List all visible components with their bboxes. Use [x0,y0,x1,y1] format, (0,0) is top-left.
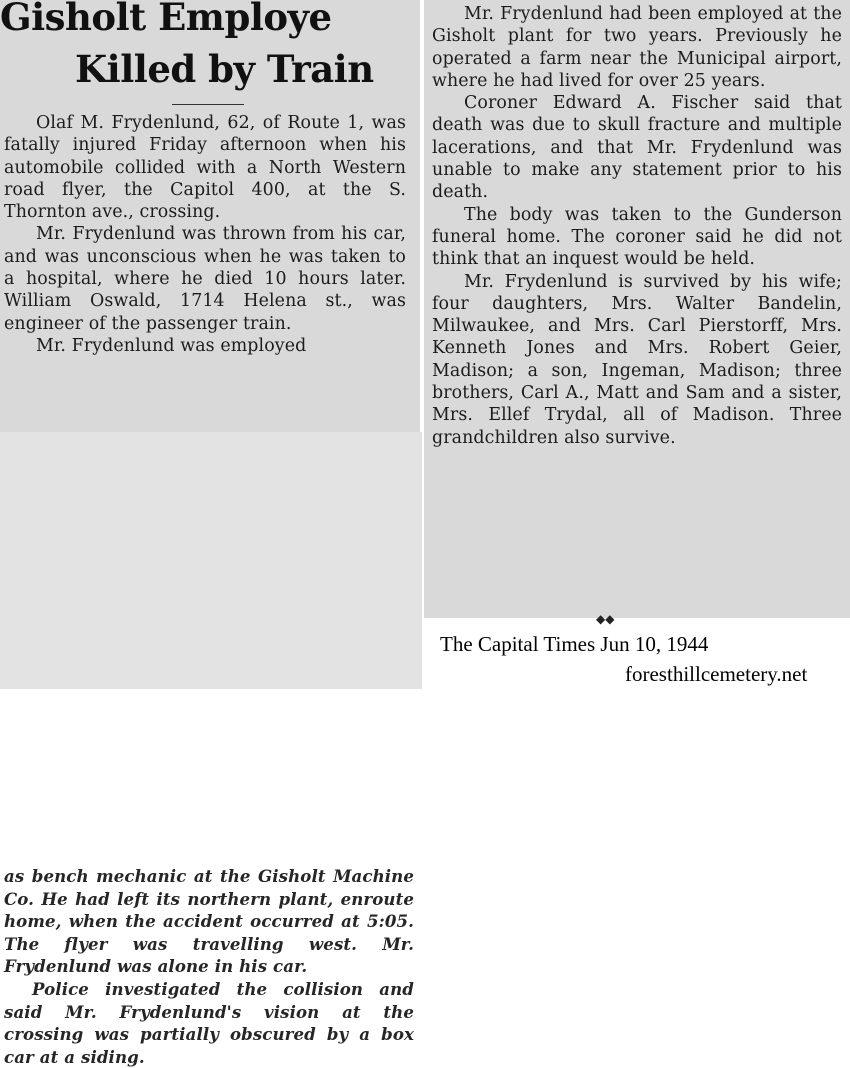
article-paragraph: Police investigated the collision and said Mr. Frydenlund's vision at the crossing was partially obscured by a box car at a siding. [4,978,414,1067]
end-mark: ◆◆ [596,612,615,626]
source-caption: The Capital Times Jun 10, 1944 [440,632,709,656]
headline-line-1: Gisholt Employe [0,0,332,39]
article-column-left-top [4,112,406,357]
article-column-left-bottom [4,865,414,1068]
article-paragraph: The body was taken to the Gunderson funeral home. The coroner said he did not think that an inquest would be held. [432,204,842,270]
article-paragraph: Mr. Frydenlund had been employed at the Gisholt plant for two years. Previously he operated a farm near the Municipal airport, where he had lived for over 25 years. [432,4,842,91]
clipping-left-bottom [0,432,422,1067]
clipping-right [424,0,850,626]
article-paragraph: Olaf M. Frydenlund, 62, of Route 1, was fatally injured Friday afternoon when his automobile collided with a North Western road flyer, the Capitol 400, at the S. Thornton ave., crossing. [4,113,406,223]
headline-line-2: Killed by Train [75,47,374,91]
article-column-right [432,3,842,449]
headline-rule [172,104,244,105]
article-paragraph: Mr. Frydenlund is survived by his wife; four daughters, Mrs. Walter Bandelin, Milwaukee, and Mrs. Carl Pierstorff, Mrs. Kenneth Jones and Mrs. Robert Geier, Madison; a son, Ingeman, Madison; three brothers, Carl A., Matt and Sam and a sister, Mrs. Ellef Trydal, all of Madison. Three grandchildren also survive. [432,271,842,448]
article-paragraph: Coroner Edward A. Fischer said that death was due to skull fracture and multiple lacerations, and that Mr. Frydenlund was unable to make any statement prior to his death. [432,93,842,203]
clipping-left-top [0,0,420,432]
article-paragraph: as bench mechanic at the Gisholt Machine Co. He had left its northern plant, enroute home, when the accident occurred at 5:05. The flyer was travelling west. Mr. Frydenlund was alone in his car. [4,866,414,977]
article-paragraph: Mr. Frydenlund was thrown from his car, and was unconscious when he was taken to a hospital, where he died 10 hours later. William Oswald, 1714 Helena st., was engineer of the passenger train. [4,224,406,334]
article-paragraph: Mr. Frydenlund was employed [36,335,307,356]
site-caption: foresthillcemetery.net [625,662,808,686]
